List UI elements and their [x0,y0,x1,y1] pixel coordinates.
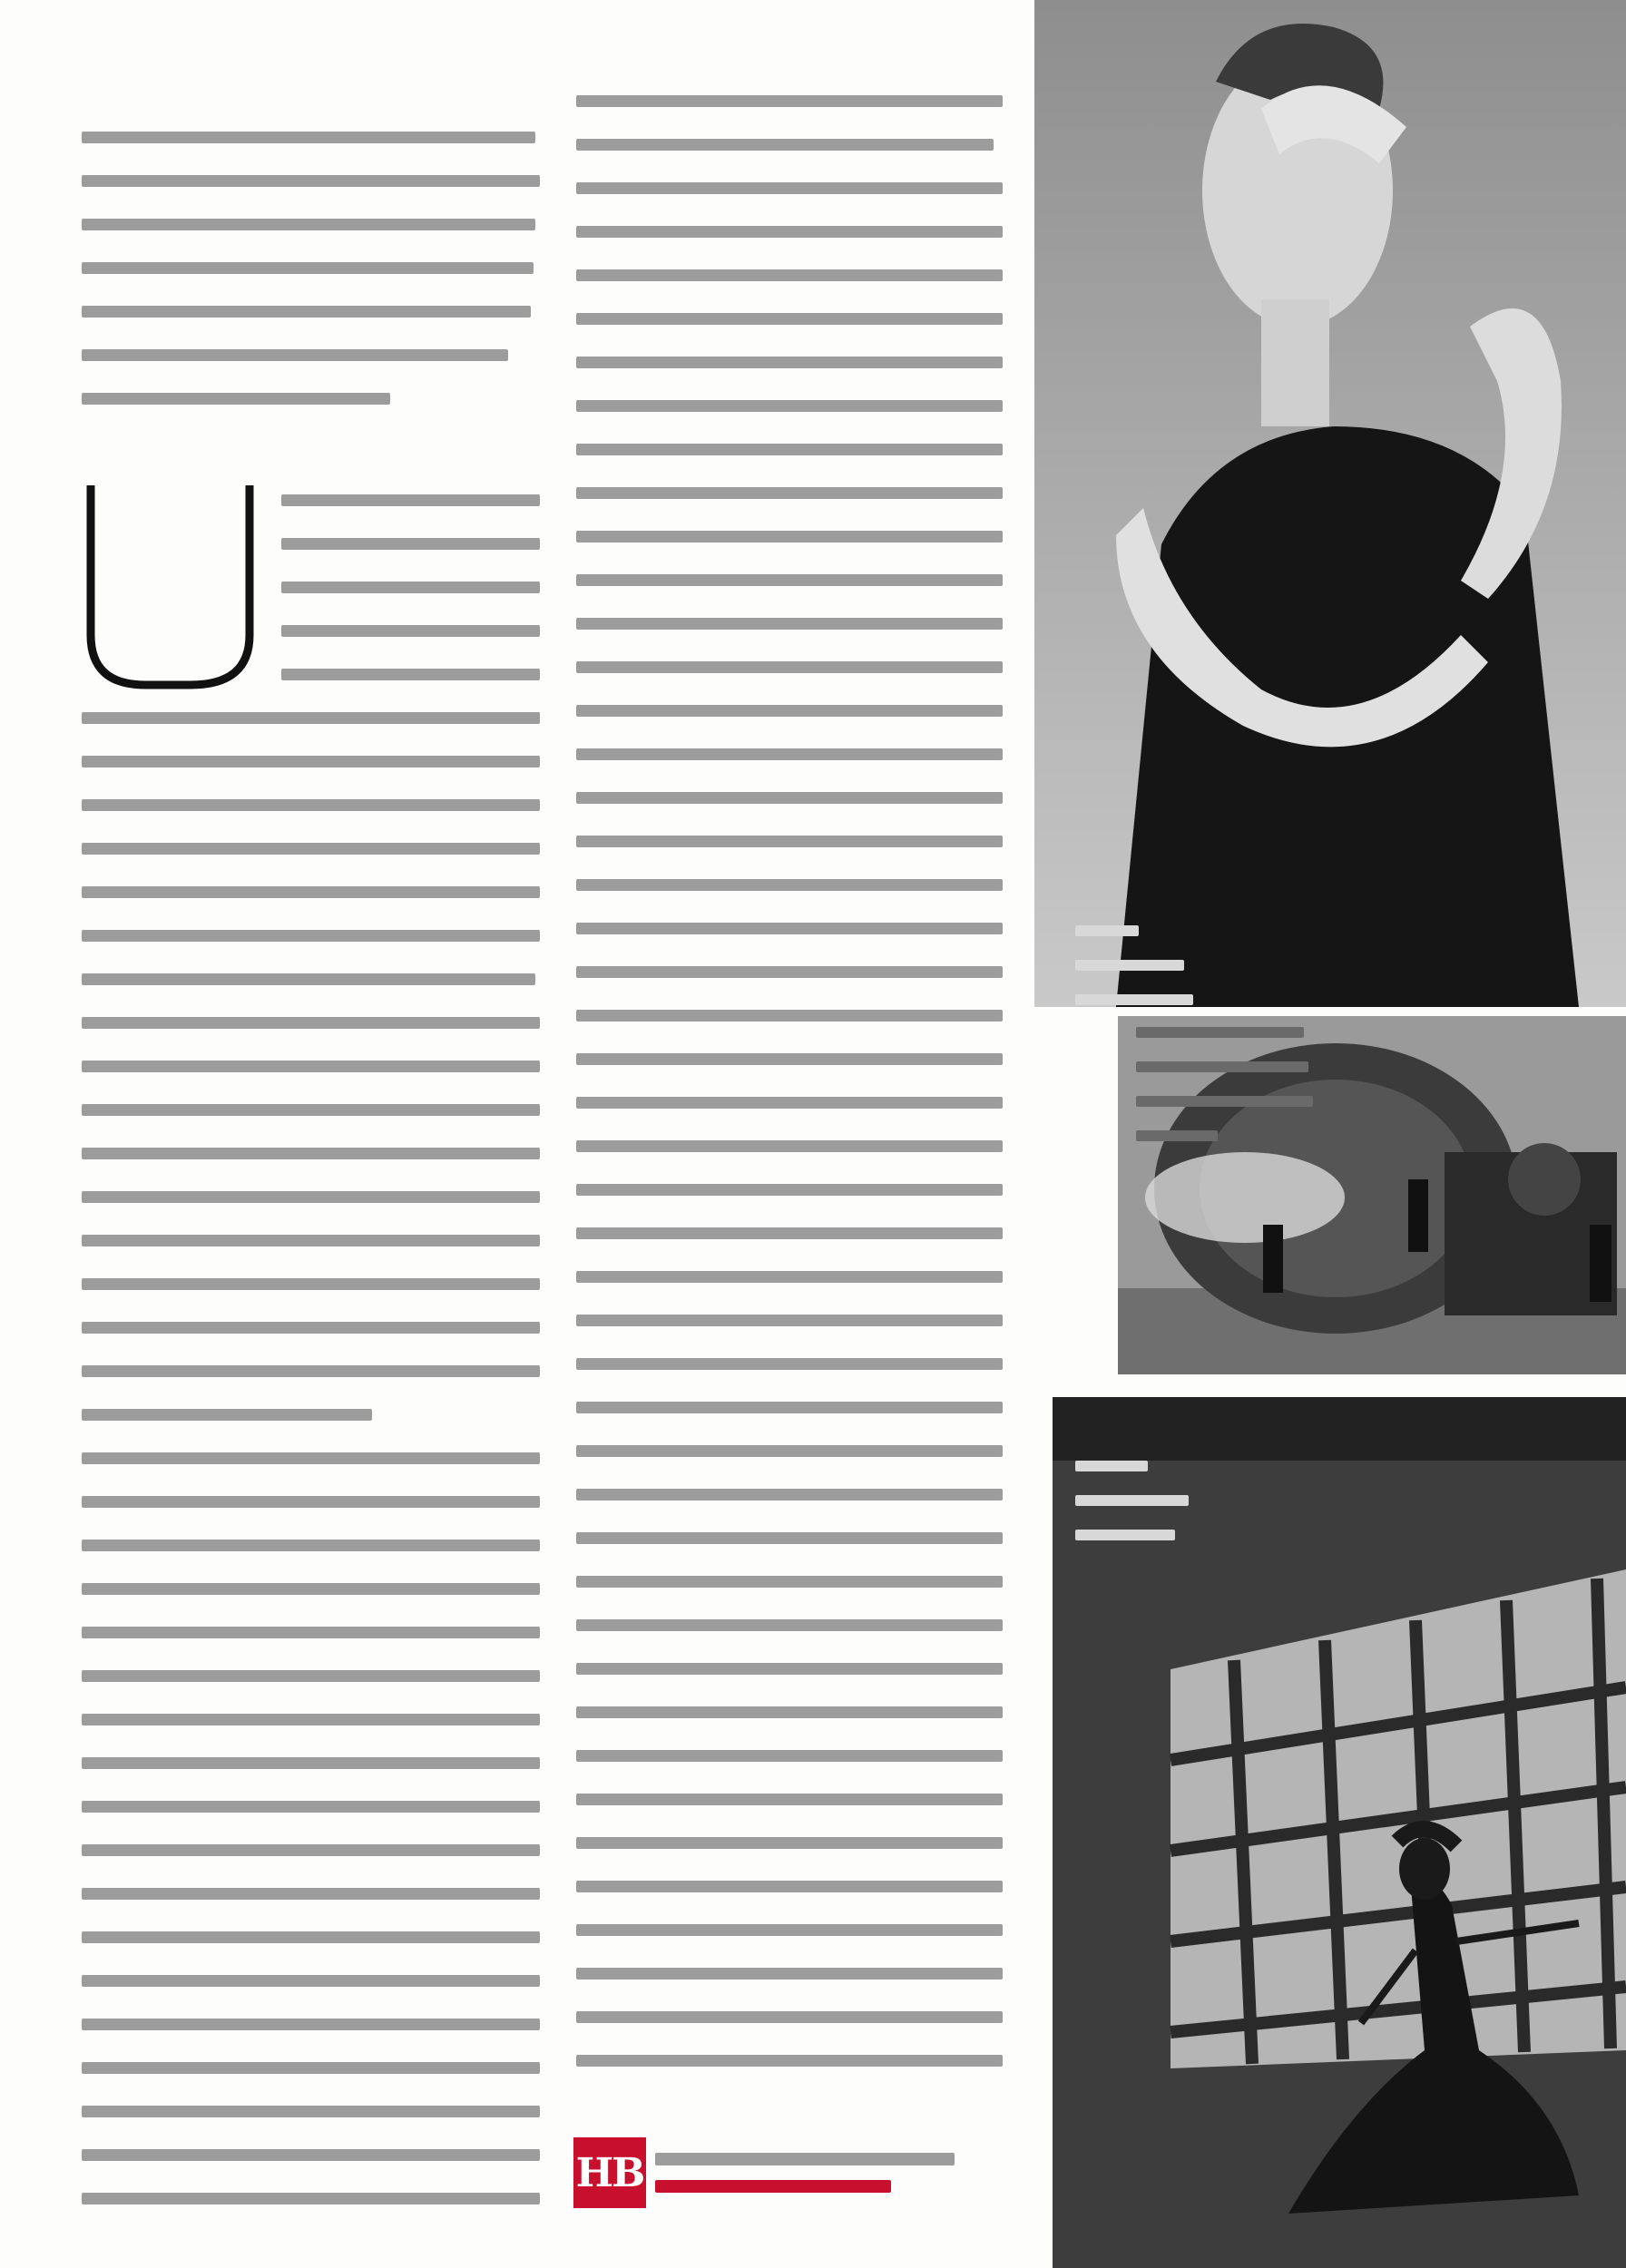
portrait-caption [1075,925,1202,1007]
portrait-photo [1034,0,1626,1007]
article-left-column [82,132,544,436]
dropcap-letter [82,458,272,689]
hb-promo[interactable] [573,2128,973,2217]
dancer-caption [1075,1461,1202,1564]
machine-photo [1118,1016,1626,1374]
machine-caption [1136,1027,1317,1165]
hb-promo-link[interactable] [655,2180,891,2193]
hb-logo: HB [573,2137,646,2208]
article-middle-column [576,95,1012,2098]
dancer-photo [1053,1397,1626,2268]
hb-promo-text [655,2153,955,2193]
article-left-column-continued [82,712,544,2236]
